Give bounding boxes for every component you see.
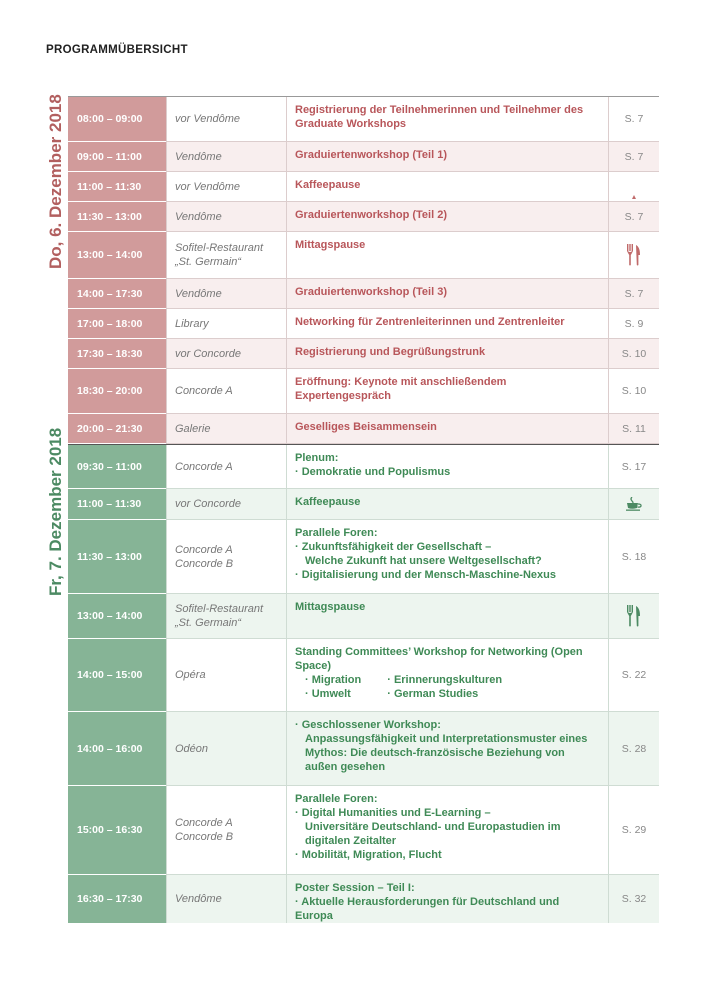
location-cell [166,786,286,874]
location-cell: Concorde A [166,369,286,413]
event-cell [286,414,608,443]
location-cell: Concorde A [166,445,286,488]
time-cell: 18:30 – 20:00 [68,369,166,414]
page-ref: S. 32 [608,875,659,923]
page-title: PROGRAMMÜBERSICHT [46,44,188,56]
event-line: · Demokratie und Populismus [295,466,451,478]
page-ref: S. 29 [608,786,659,874]
page-ref [608,232,659,278]
fork-knife-icon [626,605,642,627]
location-cell [166,520,286,593]
event-line: Mittagspause [295,239,366,251]
coffee-cup-icon [626,497,642,511]
event-line: Universitäre Deutschland- und Europastudien im [305,821,561,833]
event-line: Plenum: [295,452,339,464]
event-cell [286,202,608,231]
event-line: digitalen Zeitalter [305,835,397,847]
event-line: Eröffnung: Keynote mit anschließendem [295,376,507,388]
location-line: „St. Germain“ [175,617,242,629]
location-cell: Vendôme [166,142,286,171]
event-line: Kaffeepause [295,496,361,508]
topic-item: · German Studies [387,688,479,700]
event-line: Graduiertenworkshop (Teil 1) [295,149,447,161]
table-row [68,279,659,309]
location-cell: vor Vendôme [166,172,286,201]
event-line: Standing Committees’ Workshop for Networking (Open [295,646,583,658]
page-ref: S. 28 [608,712,659,785]
time-cell: 11:30 – 13:00 [68,202,166,232]
fork-knife-icon [626,244,642,266]
event-line: Expertengespräch [295,390,391,402]
location-line: Concorde B [175,557,234,570]
table-row [68,875,659,922]
time-cell: 14:00 – 15:00 [68,639,166,712]
event-line: · Digital Humanities und E-Learning – [295,807,491,819]
time-cell: 11:30 – 13:00 [68,520,166,594]
location-line: „St. Germain“ [175,256,242,268]
topic-column [377,673,502,701]
event-line: Parallele Foren: [295,527,378,539]
location-cell: vor Concorde [166,339,286,368]
topic-item: · Erinnerungskulturen [387,674,503,686]
page-ref [608,172,659,201]
event-line: Graduate Workshops [295,118,407,130]
event-line: · Zukunftsfähigkeit der Gesellschaft – [295,541,492,553]
event-cell [286,309,608,338]
page-ref: S. 7 [608,279,659,308]
topic-item: · Umwelt [305,688,351,700]
time-cell: 13:00 – 14:00 [68,232,166,279]
event-cell [286,279,608,308]
event-line: · Digitalisierung und der Mensch-Maschine-Nexus [295,569,556,581]
location-line: Sofitel-Restaurant [175,603,264,615]
time-cell: 15:00 – 16:30 [68,786,166,875]
location-line: Sofitel-Restaurant [175,242,264,254]
event-cell [286,97,608,141]
location-cell: Vendôme [166,202,286,231]
topic-columns [295,673,502,701]
location-line: Concorde A [175,817,233,829]
page-ref: S. 11 [608,414,659,443]
event-cell [286,712,608,785]
page-ref: S. 10 [608,369,659,413]
event-line: Mittagspause [295,601,366,613]
time-cell: 11:00 – 11:30 [68,172,166,202]
page-ref: S. 10 [608,339,659,368]
location-cell: Vendôme [166,279,286,308]
event-line: Poster Session – Teil I: [295,882,415,894]
time-cell: 20:00 – 21:30 [68,414,166,444]
time-cell: 11:00 – 11:30 [68,489,166,520]
event-cell [286,489,608,519]
time-cell: 08:00 – 09:00 [68,97,166,142]
topic-item: · Migration [305,674,362,686]
location-cell [166,594,286,638]
table-row [68,97,659,142]
location-cell: vor Concorde [166,489,286,519]
table-row [68,339,659,369]
coffee-marker-icon [632,195,636,199]
time-cell: 16:30 – 17:30 [68,875,166,924]
event-line: · Mobilität, Migration, Flucht [295,849,442,861]
topic-column [295,673,361,701]
event-cell [286,172,608,201]
page-ref: S. 18 [608,520,659,593]
event-cell [286,639,608,711]
location-cell: Opéra [166,639,286,711]
table-row [68,639,659,712]
event-line: · Aktuelle Herausforderungen für Deutschland und Europa [295,896,560,922]
event-cell [286,875,608,923]
event-cell [286,339,608,368]
location-cell: vor Vendôme [166,97,286,141]
table-row [68,520,659,594]
event-line: · Geschlossener Workshop: [295,719,441,731]
page-ref [608,489,659,519]
location-cell: Galerie [166,414,286,443]
event-cell [286,142,608,171]
event-cell [286,369,608,413]
event-cell [286,520,608,593]
table-row [68,142,659,172]
table-row [68,202,659,232]
event-cell [286,232,608,278]
event-cell [286,786,608,874]
table-row [68,309,659,339]
event-line: außen gesehen [305,761,386,773]
event-line: Anpassungsfähigkeit und Interpretationsmuster eines [305,733,588,745]
page-ref [608,594,659,638]
time-cell: 17:30 – 18:30 [68,339,166,369]
location-line: Concorde B [175,831,234,843]
time-cell: 14:00 – 17:30 [68,279,166,309]
time-cell: 09:30 – 11:00 [68,445,166,489]
event-cell [286,594,608,638]
location-cell: Vendôme [166,875,286,923]
location-cell: Library [166,309,286,338]
table-row [68,369,659,414]
time-cell: 14:00 – 16:00 [68,712,166,786]
time-cell: 17:00 – 18:00 [68,309,166,339]
table-row [68,232,659,279]
event-line: Registrierung und Begrüßungstrunk [295,346,486,358]
event-line: Welche Zukunft hat unsere Weltgesellschaft? [305,555,542,567]
table-row [68,594,659,639]
table-row [68,786,659,875]
table-row [68,444,659,489]
table-row [68,414,659,444]
time-cell: 13:00 – 14:00 [68,594,166,639]
event-line: Mythos: Die deutsch-französische Beziehung von [305,747,565,759]
page-ref: S. 17 [608,445,659,488]
event-line: Graduiertenworkshop (Teil 3) [295,286,447,298]
location-cell [166,232,286,278]
event-line: Parallele Foren: [295,793,378,805]
event-cell [286,445,608,488]
table-row [68,172,659,202]
page-ref: S. 22 [608,639,659,711]
page-ref: S. 9 [608,309,659,338]
table-row [68,712,659,786]
location-line: Concorde A [175,543,233,556]
event-line: Graduiertenworkshop (Teil 2) [295,209,447,221]
page-ref: S. 7 [608,202,659,231]
event-line: Networking für Zentrenleiterinnen und Zentrenleiter [295,316,565,328]
event-line: Geselliges Beisammensein [295,421,437,433]
location-cell: Odéon [166,712,286,785]
table-row [68,489,659,520]
page-ref: S. 7 [608,142,659,171]
time-cell: 09:00 – 11:00 [68,142,166,172]
schedule-table [68,96,659,922]
day-label-friday: Fr, 7. Dezember 2018 [46,427,65,596]
event-line: Kaffeepause [295,179,361,191]
page-ref: S. 7 [608,97,659,141]
day-label-thursday: Do, 6. Dezember 2018 [46,94,65,269]
event-line: Space) [295,660,332,672]
event-line: Registrierung der Teilnehmerinnen und Teilnehmer des [295,104,584,116]
